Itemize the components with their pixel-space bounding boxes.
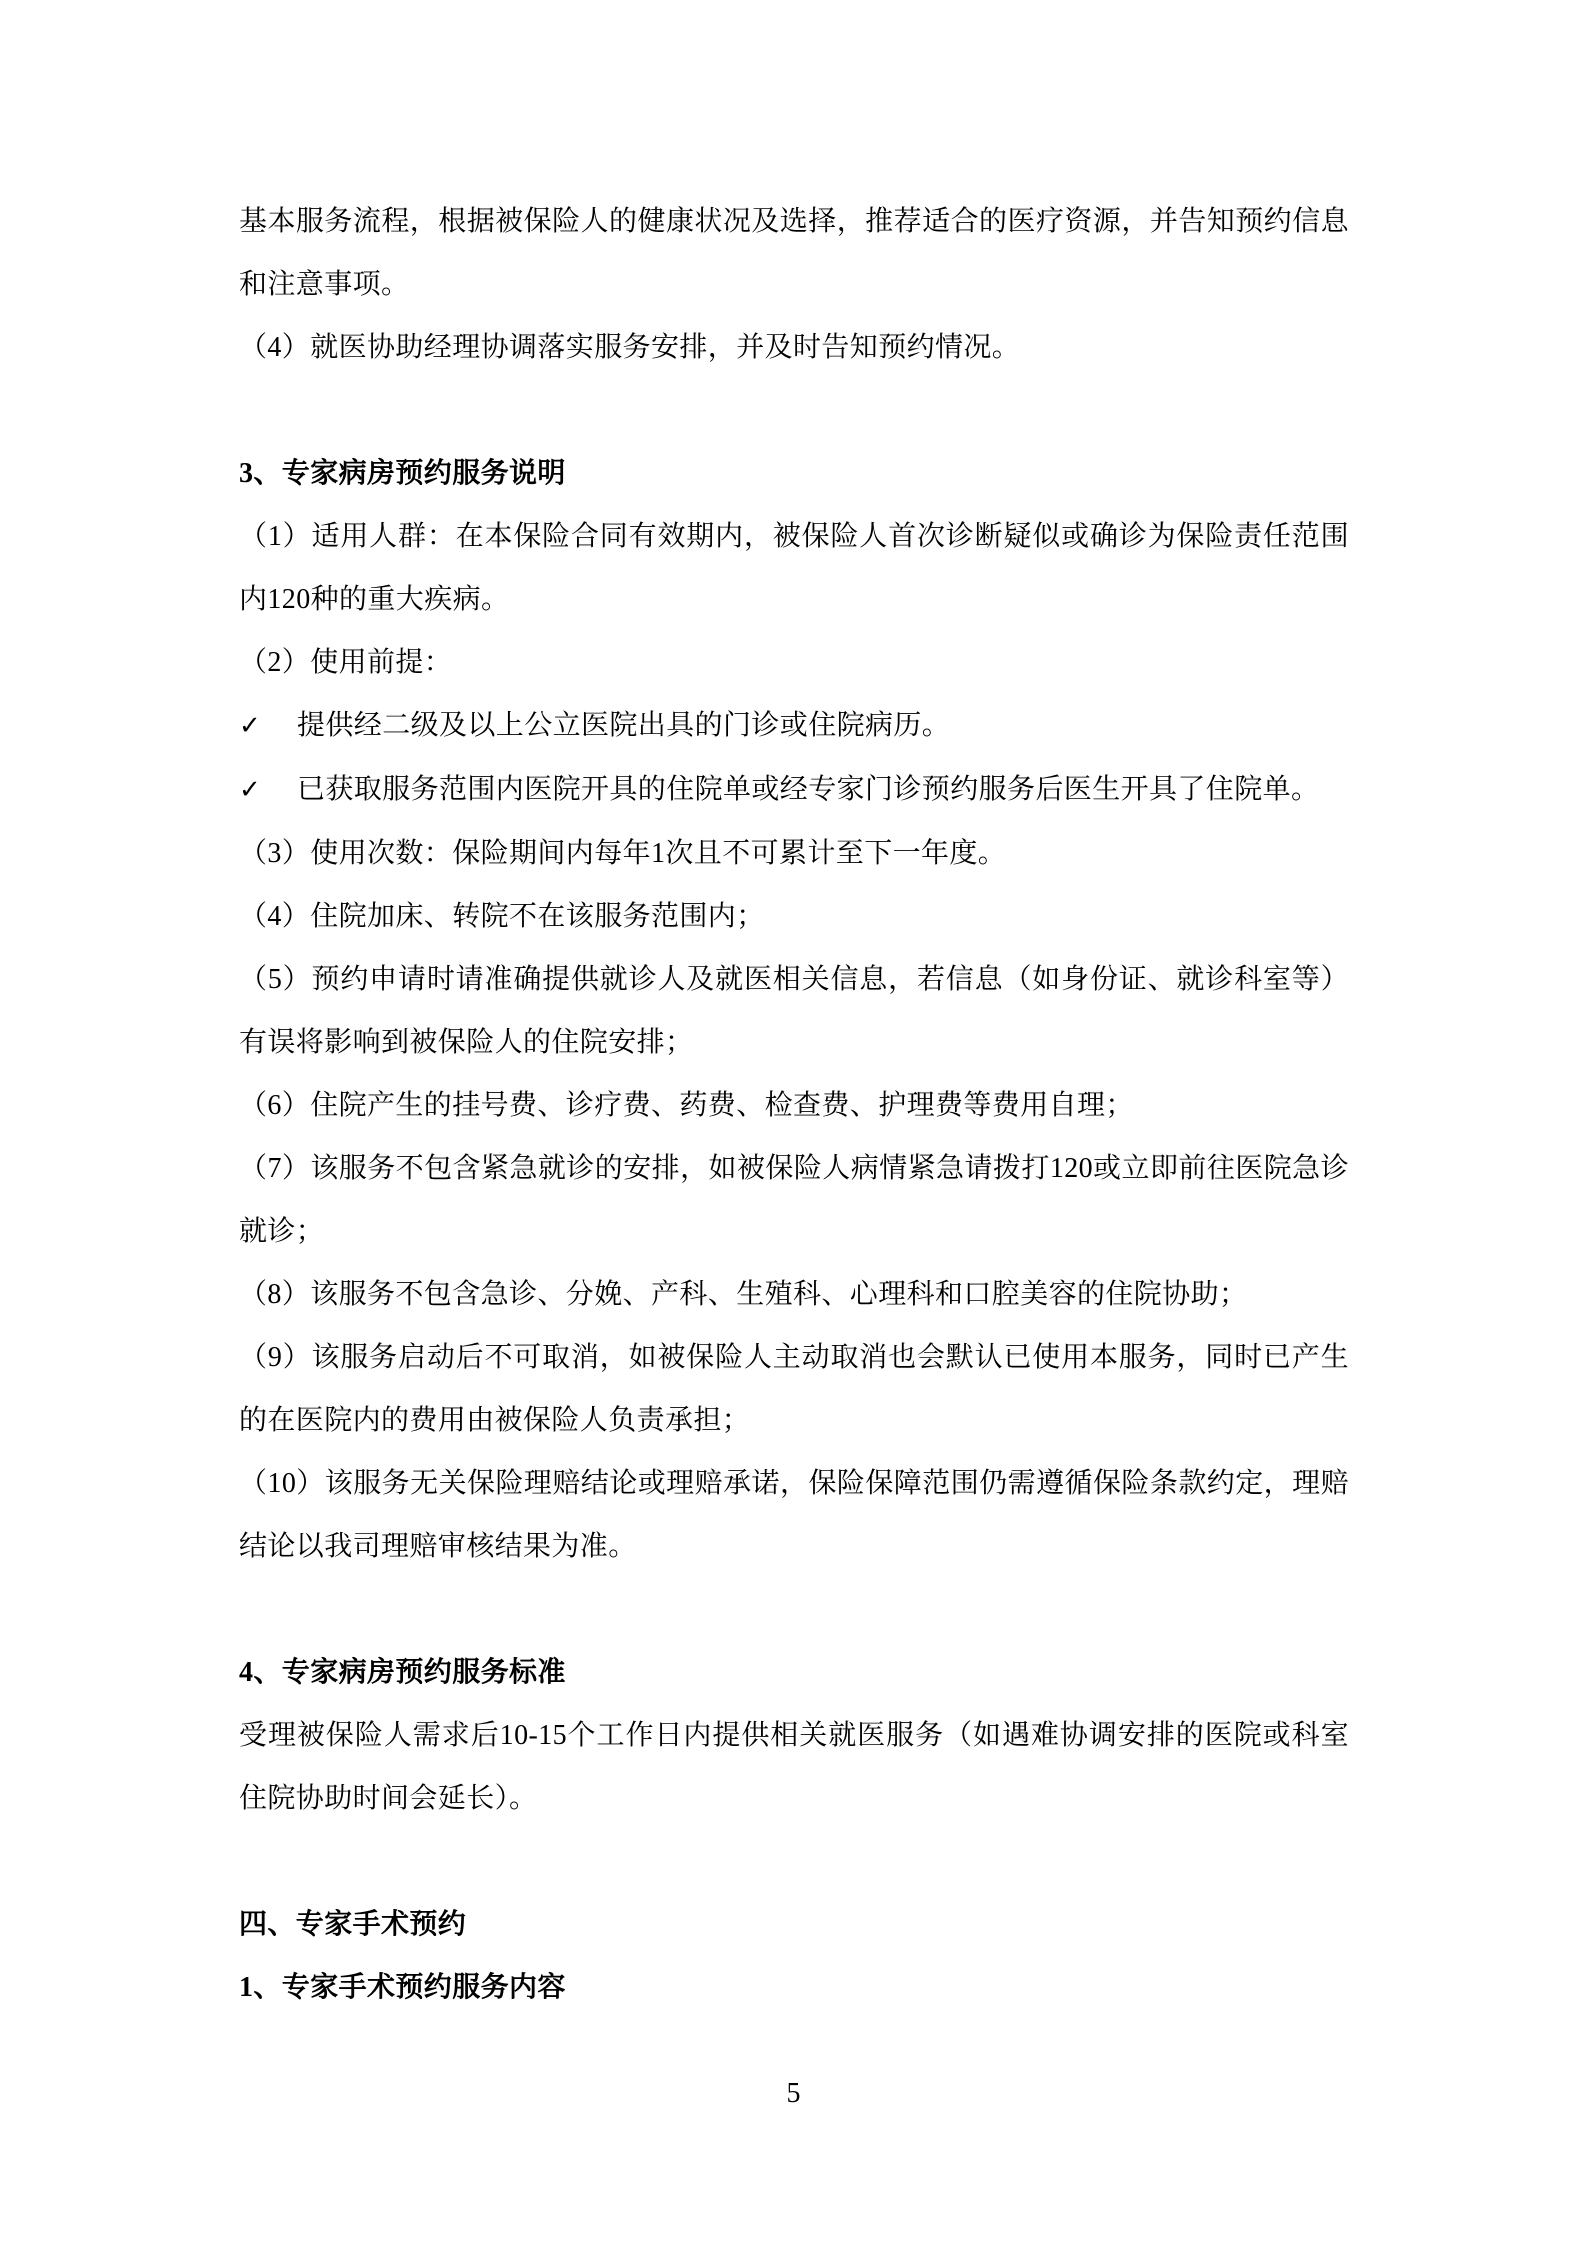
paragraph: （6）住院产生的挂号费、诊疗费、药费、检查费、护理费等费用自理；: [239, 1090, 1134, 1121]
paragraph: （7）该服务不包含紧急就诊的安排，如被保险人病情紧急请拨打120或立即前往医院急诊就诊；: [239, 1153, 1349, 1247]
paragraph: （1）适用人群：在本保险合同有效期内，被保险人首次诊断疑似或确诊为保险责任范围内120种的重大疾病。: [239, 521, 1349, 615]
paragraph: （8）该服务不包含急诊、分娩、产科、生殖科、心理科和口腔美容的住院协助；: [239, 1279, 1248, 1310]
check-item-text: 已获取服务范围内医院开具的住院单或经专家门诊预约服务后医生开具了住院单。: [297, 774, 1320, 805]
paragraph: 基本服务流程，根据被保险人的健康状况及选择，推荐适合的医疗资源，并告知预约信息和注意事项。: [239, 206, 1349, 300]
paragraph: （4）住院加床、转院不在该服务范围内；: [239, 901, 765, 932]
checkmark-icon: ✓: [239, 775, 262, 805]
paragraph: （2）使用前提：: [239, 647, 453, 678]
checkmark-icon: ✓: [239, 711, 262, 741]
paragraph: （9）该服务启动后不可取消，如被保险人主动取消也会默认已使用本服务，同时已产生的在医院内的费用由被保险人负责承担；: [239, 1342, 1349, 1436]
paragraph: 受理被保险人需求后10-15个工作日内提供相关就医服务（如遇难协调安排的医院或科室住院协助时间会延长）。: [239, 1720, 1349, 1814]
section-heading: 1、专家手术预约服务内容: [239, 1972, 566, 2003]
blank-line: [239, 1578, 1349, 1641]
check-item-text: 提供经二级及以上公立医院出具的门诊或住院病历。: [297, 710, 951, 741]
document-body: [239, 190, 1349, 2019]
paragraph: （10）该服务无关保险理赔结论或理赔承诺，保险保障范围仍需遵循保险条款约定，理赔结论以我司理赔审核结果为准。: [239, 1468, 1349, 1562]
paragraph: （3）使用次数：保险期间内每年1次且不可累计至下一年度。: [239, 838, 1007, 869]
page-number: 5: [786, 2078, 801, 2109]
blank-line: [239, 1830, 1349, 1893]
section-heading: 3、专家病房预约服务说明: [239, 458, 566, 489]
paragraph: （5）预约申请时请准确提供就诊人及就医相关信息，若信息（如身份证、就诊科室等）有误将影响到被保险人的住院安排；: [239, 964, 1349, 1058]
check-item: [239, 758, 1349, 822]
check-item: [239, 694, 1349, 758]
paragraph: （4）就医协助经理协调落实服务安排，并及时告知预约情况。: [239, 332, 1021, 363]
section-heading: 4、专家病房预约服务标准: [239, 1657, 566, 1688]
blank-line: [239, 379, 1349, 442]
section-heading: 四、专家手术预约: [239, 1909, 467, 1940]
